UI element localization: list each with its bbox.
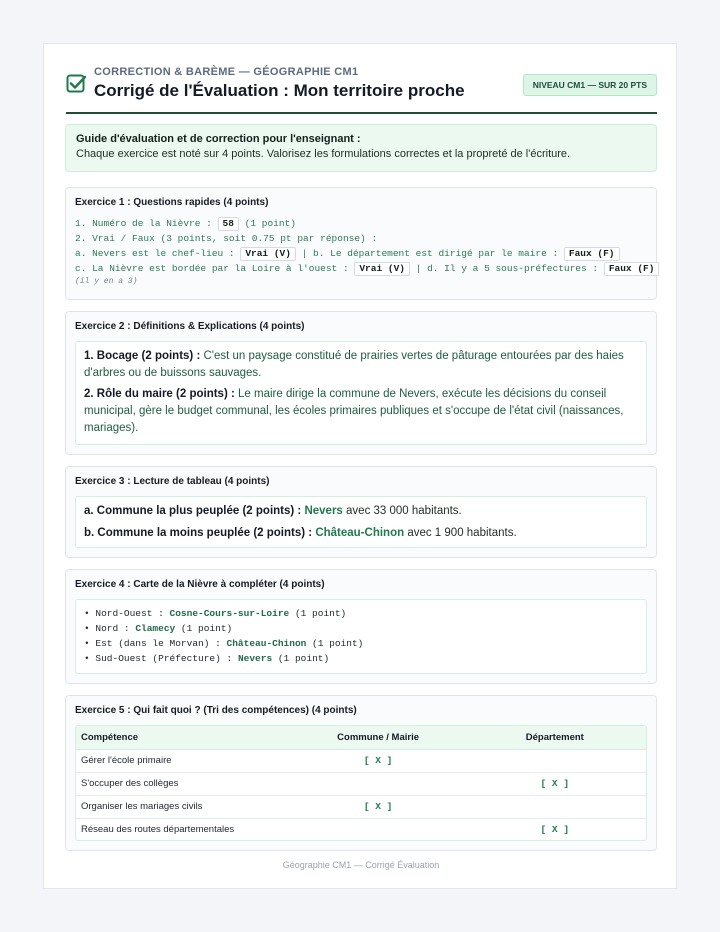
exercise-4-title: Exercice 4 : Carte de la Nièvre à compléter (4 points) <box>75 579 325 590</box>
answer-text: c. La Nièvre est bordée par la Loire à l'ouest : <box>75 263 355 274</box>
departement-mark <box>464 749 646 772</box>
answer-text: a. Nevers est le chef-lieu : <box>75 248 241 259</box>
definition-label: 1. Bocage (2 points) : <box>84 350 201 362</box>
departement-mark: [ X ] <box>464 772 646 795</box>
map-answer <box>84 606 638 621</box>
departement-mark: [ X ] <box>540 824 570 836</box>
definition-label: 2. Rôle du maire (2 points) : <box>84 388 235 400</box>
exercise-5-title: Exercice 5 : Qui fait quoi ? (Tri des compétences) (4 points) <box>75 705 357 716</box>
answer-text: • Nord : <box>84 623 136 634</box>
answer-text: avec 33 000 habitants. <box>342 505 462 517</box>
exercise-2-title: Exercice 2 : Définitions & Explications (4 points) <box>75 321 305 332</box>
competence-cell: Réseau des routes départementales <box>81 824 235 836</box>
commune-mark: [ X ] <box>293 795 464 818</box>
definitions-card <box>75 341 647 445</box>
answer-most-populated <box>84 503 638 520</box>
answer-text: | b. Le département est dirigé par le maire : <box>295 248 564 259</box>
answer-text: | d. Il y a 5 sous-préfectures : <box>409 263 604 274</box>
table-row <box>76 795 646 818</box>
exercise-3-title: Exercice 3 : Lecture de tableau (4 points) <box>75 476 270 487</box>
answer-city: Nevers <box>304 505 343 517</box>
exercise-2 <box>65 311 657 455</box>
competence-cell: Gérer l'école primaire <box>76 749 293 772</box>
page-subtitle: CORRECTION & BARÈME — GÉOGRAPHIE CM1 <box>94 66 359 78</box>
definition-text: C'est un paysage constitué de prairies vertes de pâturage entourées par des haies d'arbres ou de buissons sauvages. <box>84 350 624 379</box>
answer-value: 58 <box>218 217 239 231</box>
competences-table-card <box>75 725 647 841</box>
answer-city: Cosne-Cours-sur-Loire <box>169 608 290 619</box>
answer-line <box>75 246 650 261</box>
map-answers-card <box>75 599 647 674</box>
answer-label: b. Commune la moins peuplée (2 points) : <box>84 527 313 539</box>
commune-mark: [ X ] <box>293 749 464 772</box>
page-footer: Géographie CM1 — Corrigé Évaluation <box>282 860 440 870</box>
map-answer <box>84 621 638 636</box>
answer-line: 2. Vrai / Faux (3 points, soit 0.75 pt par réponse) : <box>75 233 378 244</box>
table-row <box>76 818 646 841</box>
exercise-5 <box>65 695 657 851</box>
commune-mark <box>293 818 464 841</box>
answer-value: Faux (F) <box>564 247 620 261</box>
table-header-row <box>76 726 646 749</box>
column-header: Département <box>464 726 646 749</box>
header <box>66 66 657 114</box>
column-header: Commune / Mairie <box>293 726 464 749</box>
guide-text: Chaque exercice est noté sur 4 points. Valorisez les formulations correctes et la propreté de l'écriture. <box>76 148 571 160</box>
answer-city: Château-Chinon <box>226 638 307 649</box>
answer-text: (1 point) <box>238 218 296 229</box>
answer-value: Faux (F) <box>604 262 660 276</box>
answer-city: Clamecy <box>135 623 176 634</box>
departement-mark <box>464 795 646 818</box>
answer-text: (1 point) <box>175 623 233 634</box>
answer-text: avec 1 900 habitants. <box>404 527 517 539</box>
answer-text: (1 point) <box>306 638 364 649</box>
answer-text: 1. Numéro de la Nièvre : <box>75 218 218 229</box>
exercise-3 <box>65 466 657 558</box>
commune-mark <box>293 772 464 795</box>
answer-value: Vrai (V) <box>354 262 410 276</box>
page-title: Corrigé de l'Évaluation : Mon territoire proche <box>94 81 465 100</box>
definition-bocage <box>84 348 638 382</box>
competence-cell: S'occuper des collèges <box>76 772 293 795</box>
map-answer <box>84 636 638 651</box>
table-answers-card <box>75 496 647 548</box>
answer-least-populated <box>84 525 638 542</box>
teacher-guide <box>65 124 657 172</box>
competence-cell: Organiser les mariages civils <box>76 795 293 818</box>
exercise-1 <box>65 187 657 300</box>
answer-text: (1 point) <box>272 653 330 664</box>
answer-text: (1 point) <box>289 608 347 619</box>
exercise-1-answers <box>75 216 655 288</box>
answer-value: Vrai (V) <box>240 247 296 261</box>
answer-text: • Sud-Ouest (Préfecture) : <box>84 653 238 664</box>
guide-title: Guide d'évaluation et de correction pour l'enseignant : <box>76 133 361 145</box>
answer-line <box>75 216 650 231</box>
definition-maire <box>84 386 638 437</box>
level-badge: NIVEAU CM1 — SUR 20 PTS <box>523 74 657 96</box>
answer-text: • Nord-Ouest : <box>84 608 170 619</box>
exercise-1-title: Exercice 1 : Questions rapides (4 points) <box>75 197 269 208</box>
answer-label: a. Commune la plus peuplée (2 points) : <box>84 505 302 517</box>
answer-line <box>75 261 655 276</box>
document-page <box>43 43 677 889</box>
table-row <box>76 749 646 772</box>
exercise-4 <box>65 569 657 684</box>
column-header: Compétence <box>76 726 293 749</box>
answer-city: Nevers <box>237 653 273 664</box>
answer-text: • Est (dans le Morvan) : <box>84 638 227 649</box>
answer-city: Château-Chinon <box>315 527 405 539</box>
table-row <box>76 772 646 795</box>
definition-text: Le maire dirige la commune de Nevers, exécute les décisions du conseil municipal, gère le budget communal, les écoles primaires publiques et s'occupe de l'état civil (naissances, mariages). <box>84 388 624 434</box>
answer-note: (il y en a 3) <box>75 277 138 286</box>
checkbox-check-icon <box>66 74 86 94</box>
map-answer <box>84 651 638 666</box>
competences-table <box>76 726 646 841</box>
